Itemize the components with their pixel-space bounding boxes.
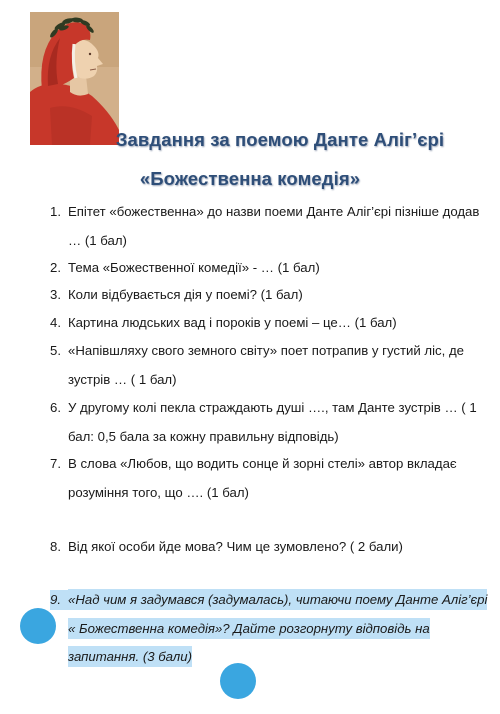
question-number: 4. xyxy=(50,315,61,330)
question-text: Тема «Божественної комедії» - … (1 бал) xyxy=(68,260,320,275)
selection-start-handle[interactable] xyxy=(20,608,56,644)
question-item xyxy=(50,198,488,255)
question-text: В слова «Любов, що водить сонце й зорні стелі» автор вкладає розуміння того, що …. (1 бал) xyxy=(68,456,457,500)
question-text: Коли відбувається дія у поемі? (1 бал) xyxy=(68,287,303,302)
question-item xyxy=(50,450,488,507)
document-subtitle: «Божественна комедія» xyxy=(139,168,361,189)
question-number: 7. xyxy=(50,456,61,471)
question-item xyxy=(50,533,488,562)
question-item xyxy=(50,394,488,451)
question-item-selected[interactable] xyxy=(50,586,488,672)
document-title: Завдання за поемою Данте Аліг’єрі xyxy=(115,129,445,150)
question-item xyxy=(50,254,488,283)
question-text: Епітет «божественна» до назви поеми Данте Аліг’єрі пізніше додав … (1 бал) xyxy=(68,204,480,248)
question-text: Картина людських вад і пороків у поемі – це… (1 бал) xyxy=(68,315,397,330)
question-number: 3. xyxy=(50,287,61,302)
question-text: «Напівшляху свого земного світу» поет потрапив у густий ліс, де зустрів … ( 1 бал) xyxy=(68,343,464,387)
selected-question-text[interactable]: «Над чим я задумався (задумалась), читаючи поему Данте Аліг’єрі « Божественна комедія»? Дайте розгорнуту відповідь на запитання. (3 бали) xyxy=(68,589,487,667)
portrait-eye xyxy=(89,53,91,55)
question-number: 1. xyxy=(50,204,61,219)
dante-portrait xyxy=(30,12,119,145)
question-text: У другому колі пекла страждають душі …., там Данте зустрів … ( 1 бал: 0,5 бала за кожну правильну відповідь) xyxy=(68,400,477,444)
question-number: 8. xyxy=(50,539,61,554)
question-number: 2. xyxy=(50,260,61,275)
question-text: Від якої особи йде мова? Чим це зумовлено? ( 2 бали) xyxy=(68,539,403,554)
question-number: 9. xyxy=(50,590,68,610)
selection-end-handle[interactable] xyxy=(220,663,256,699)
question-number: 5. xyxy=(50,343,61,358)
question-item xyxy=(50,281,488,310)
question-item xyxy=(50,337,488,394)
question-item xyxy=(50,309,488,338)
question-number: 6. xyxy=(50,400,61,415)
